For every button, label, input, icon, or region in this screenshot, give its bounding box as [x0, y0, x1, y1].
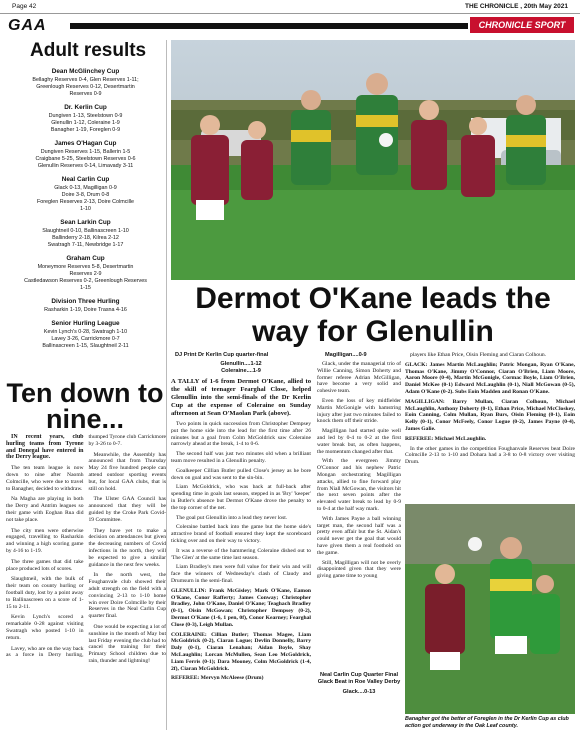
main-headline: Dermot O'Kane leads the way for Glenullin: [195, 282, 551, 348]
paragraph: Glack, under the managerial trio of Willie Canning, Simon Doherty and former referee Adrian McGilligan, have become a very solid and cohesive team.: [317, 361, 401, 395]
article-column-1: [171, 361, 311, 731]
result-line: Doire 3-8, Drum 0-8: [61, 192, 110, 198]
gaa-logo: GAA: [8, 17, 47, 34]
football-match-photo: [171, 40, 575, 280]
score-line: Glenullin....1-12: [220, 361, 262, 367]
second-match-score: Magilligan....0-9: [325, 352, 367, 358]
paragraph: GLACK: James Martin McLaughlin; Patric Mongan, Ryan O'Kane, Thomas O'Kane, Jimmy O'Connor, Ciaran O'Brien, Liam Moore, Aaron Moore (0-4), Martin McGonigle, Cormac Boyle, Liam O'Brien, Daniel McKee (0-1) Edward McLaughlin (0-1), Niall McGowan (0-5), Adam O'Kane (0-2). Subs Eoin Madden and Ronan O'Kane.: [405, 361, 575, 395]
paragraph: The second half was just two minutes old when a brilliant team move resulted in a Glenullin penalty.: [171, 451, 311, 464]
tendown-headline: Ten down to nine...: [6, 378, 164, 434]
adult-results: [8, 40, 163, 375]
result-line: Greenlough Reserves 0-12, Desertmartin: [36, 84, 135, 90]
result-line: Lavey 3-26, Carrickmore 0-7: [51, 336, 120, 342]
result-line: Slaughtneil 0-10, Ballinascreen 1-10: [42, 228, 129, 234]
result-line: 1-15: [80, 285, 91, 291]
paragraph: IN recent years, club hurling teams from Tyrone and Donegal have entered in the Derry league.: [6, 434, 84, 461]
result-line: Moneymore Reserves 5-8, Desertmartin: [37, 264, 134, 270]
paper-name-date: THE CHRONICLE , 20th May 2021: [465, 3, 568, 10]
results-division: Senior Hurling League: [51, 320, 120, 327]
paragraph: Still, Magilligan will not be overly disappointed given that they were giving game time to young: [317, 559, 401, 580]
result-line: Glenullin 1-12, Coleraine 1-9: [51, 120, 120, 126]
result-line: Glenullin Reserves 0-14, Limavady 3-11: [37, 163, 134, 169]
page-number: Page 42: [12, 3, 37, 10]
paragraph: With the evergreen Jimmy O'Connor and his nephew Patric Mongan orchestrating Magilligan attacks, allied to fine forward play from Niall McGowan, the visitors hit the next seven points after the elevated water break to lead by 0-9 to 0-4 at the half way mark.: [317, 458, 401, 512]
result-line: 1-10: [80, 206, 91, 212]
caption-line: Neal Carlin Cup Quarter Final: [319, 672, 399, 678]
result-line: Foreglen Reserves 2-13, Doire Colmcille: [36, 199, 135, 205]
caption-line: Glack Beat in Roe Valley Derby: [317, 679, 401, 685]
paragraph: Liam McGoldrick, who was back at full-back after spending time in goals last season, stepped in as 'Bry' 'keeper' in Butler's absence but Dermot O'Kane drove the penalty to the top corner of the net.: [171, 484, 311, 511]
result-line: Rasharkin 1-19, Doire Trasna 4-16: [44, 307, 127, 313]
paragraph: In the other games in the competition Foughanvale Reserves beat Doire Colmcille 2-13 to 1-10 and Dohara had a 3-8 to 0-8 victory over visiting Drum.: [405, 445, 575, 466]
results-groups: [8, 68, 163, 350]
result-line: Reserves 0-9: [69, 91, 102, 97]
paragraph: The Ulster GAA Council has announced that they will be guided by the Croke Park Covid-19 Committee.: [88, 496, 166, 523]
page-header: [0, 0, 580, 14]
main-photo: [171, 40, 575, 280]
results-division: Division Three Hurling: [51, 298, 120, 305]
paragraph: In the north west, the Foughanvale club showed their adult strength on the field with a convincing 2-13 to 1-10 home win over Doire Colmcille by their Reserves in the Neal Carlin Cup quarter final.: [88, 572, 166, 620]
section-tag: CHRONICLE SPORT: [470, 17, 574, 33]
paragraph: Even the loss of key midfielder Martin McGonigle with hamstring injury after just two minutes failed to knock them off their stride.: [317, 397, 401, 425]
paragraph: Na Magha are playing in both the Derry and Antrim leagues so their game with Eoghan Rua did not take place.: [6, 496, 84, 523]
paragraph: MAGILLIGAN: Barry Mullan, Ciaran Colhoun, Michael McLaughlin, Anthony Doherty (0-1), Ethan Price, Michael McCloskey, Eoin Canning, Colm Mullan, Ryan Burs, Oisin Fleming (0-1), Eoin Kelly (0-1), Conor McFeely, Conor Logue (0-2), James Payne (0-4), James Galie.: [405, 398, 575, 432]
paragraph: The goal put Glenullin into a lead they never lost.: [176, 514, 288, 521]
result-line: Swatragh 7-11, Newbridge 1-17: [47, 242, 124, 248]
second-photo: [405, 504, 575, 714]
caption-line: Glack....0-13: [342, 689, 376, 695]
paragraph: Kevin Lynch's scored a remarkable 0-28 against visiting Swatragh who posted 1-10 in return.: [6, 614, 84, 641]
paragraph: Goalkeeper Cillian Butler pulled Close's jersey as he bore down on goal and was sent to the sin-bin.: [171, 467, 311, 481]
result-line: Ballinascreen 1-15, Slaughtneil 2-11: [42, 343, 129, 349]
match-subhead: DJ Print Dr Kerlin Cup quarter-final: [175, 352, 269, 358]
score-line: Coleraine....1-9: [221, 368, 261, 374]
result-line: Banagher 1-19, Foreglen 0-9: [50, 127, 121, 133]
paragraph: The city men were otherwise engaged, travelling to Rasharkin and winning a high scoring game by 4-16 to 1-19.: [6, 527, 84, 554]
paragraph: Slaughtneil, with the bulk of their team on county hurling or football duty, lost by a point away to Ballinascreen on a score of 1-15 to 2-11.: [6, 576, 84, 610]
paragraph: REFEREE: Mervyn McAleese (Drum): [171, 675, 264, 682]
tendown-article: [6, 434, 166, 734]
results-division: Sean Larkin Cup: [60, 219, 111, 226]
paragraph: players like Ethan Price, Oisin Fleming and Ciaran Colhoun.: [410, 352, 547, 358]
paragraph: The ten team league is now down to nine after Naomh Colmcille, who were due to travel to Banagher, decided to withdraw.: [6, 465, 84, 492]
result-line: Bellaghy Reserves 0-4, Glen Reserves 1-11;: [32, 77, 139, 83]
article-column-3: [405, 352, 575, 502]
result-line: Ballinderry 2-18, Kilrea 2-12: [52, 235, 119, 241]
results-division: James O'Hagan Cup: [54, 140, 117, 147]
paragraph: Two points in quick succession from Christopher Dempsey put the home side into the lead for the first time after 26 minutes but a goal from Colm McGoldrick saw Coleraine narrowly ahead at the break, 1-4 to 0-6.: [171, 421, 311, 448]
paragraph: COLERAINE: Cillian Butler; Thomas Magee, Liam McGoldrick (0-2), Ciaran Logue; Devlin Donnelly, Barry Daly (0-1), Ciaran Lenahan; Aidan Boyle, Shay McLaughlin; Lorcan McMullen, Sean Leo McGoldrick, Liam Ferris (0-1); Dara Mooney, Colm McGoldrick (1-4, 2f), Ciaran McGoldrick.: [171, 631, 311, 672]
article-column-2: [317, 361, 401, 661]
results-division: Graham Cup: [66, 255, 105, 262]
banagher-foreglen-photo: [405, 504, 575, 714]
fixture-caption: [317, 672, 401, 696]
results-division: Dean McGlinchey Cup: [51, 68, 120, 75]
paragraph: The three games that did take place produced lots of scores.: [6, 558, 84, 572]
paragraph: Magilligan had started quite well and led by 0-4 to 0-2 at the first water break but, as often happens, the momentum changed after that.: [317, 428, 401, 455]
result-line: Craigbane 5-25, Steelstown Reserves 0-6: [35, 156, 136, 162]
result-line: Glack 0-13, Magilligan 0-9: [54, 185, 117, 191]
paragraph: It was a reverse of the hammering Coleraine dished out to 'The Glen' at the same time last season.: [171, 547, 311, 561]
result-line: Reserves 2-9: [69, 271, 102, 277]
paragraph: With James Payne a ball winning target man, the second half was a pretty even affair but the St. Aidan's could never get the goal that would have given them a real foothold on the game.: [317, 515, 401, 556]
paragraph: Coleraine battled back into the game but the home side's attractive brand of football ensured they kept the scoreboard ticking over and on their way to victory.: [171, 524, 311, 544]
paragraph: REFEREE: Michael McLaughlin.: [405, 435, 487, 442]
results-division: Dr. Kerlin Cup: [64, 104, 107, 111]
result-line: Dungiven Reserves 1-15, Ballerin 1-5: [40, 149, 131, 155]
result-line: Kevin Lynch's 0-28, Swatragh 1-10: [43, 329, 128, 335]
result-line: Dungiven 1-13, Steelstown 0-9: [48, 113, 123, 119]
paragraph: One would be expecting a lot of sunshine in the month of May but last Friday evening the club had to cancel the training for their Primary School children due to rain, thunder and lightning!: [88, 623, 166, 664]
paragraph: GLENULLIN: Frank McGisley; Mark O'Kane, Eamon O'Kane, Conor Rafferty; James Conway; Christopher Bradley, John O'Kane, Daniel O'Kane; Teaghach Bradley (0-1), Oisin McGowan; Christopher Dempsey (0-2), Dermot O'Kane (1-6, 1 pen, 0f), Conor Kearney; Fearghal Close (0-3), Leigh Mullan.: [171, 587, 311, 628]
results-division: Neal Carlin Cup: [61, 176, 110, 183]
paragraph: Meanwhile, the Assembly has announced that from Thursday May 24 five hundred people can attend outdoor sporting events but, for local GAA clubs, that is still on hold.: [88, 451, 166, 492]
paragraph: They have yet to make a decision on attendances but given the decreasing numbers of Covid infections in the north, they will be expected to give a similar guidance in the next few weeks.: [88, 527, 166, 568]
paragraph: Lavey, who are on the way back as a force in Derry hurling, thumped Tyrone club Carrickmore by 3-26 to 0-7.: [6, 434, 166, 659]
column-divider: [166, 40, 167, 730]
result-line: Castledawson Reserves 0-2, Greenlough Reserves: [24, 278, 147, 284]
paragraph: A TALLY of 1-6 from Dermot O'Kane, allied to the skill of teenager Fearghal Close, helped Glenullin into the semi-finals of the Dr Kerlin Cup at the expense of Coleraine on Sunday afternoon at Sean O'Maolan Park (above).: [171, 378, 311, 417]
results-title: Adult results: [30, 40, 147, 61]
paragraph: Liam Bradley's men were full value for their win and will face the winners of Wednesday's clash of Claudy and Drumsurn in the semi-final.: [171, 564, 311, 584]
section-bar: [70, 23, 468, 29]
photo-caption: Banagher got the better of Foreglen in the Dr Kerlin Cup as club action got underway in the Oak Leaf county.: [405, 716, 569, 729]
